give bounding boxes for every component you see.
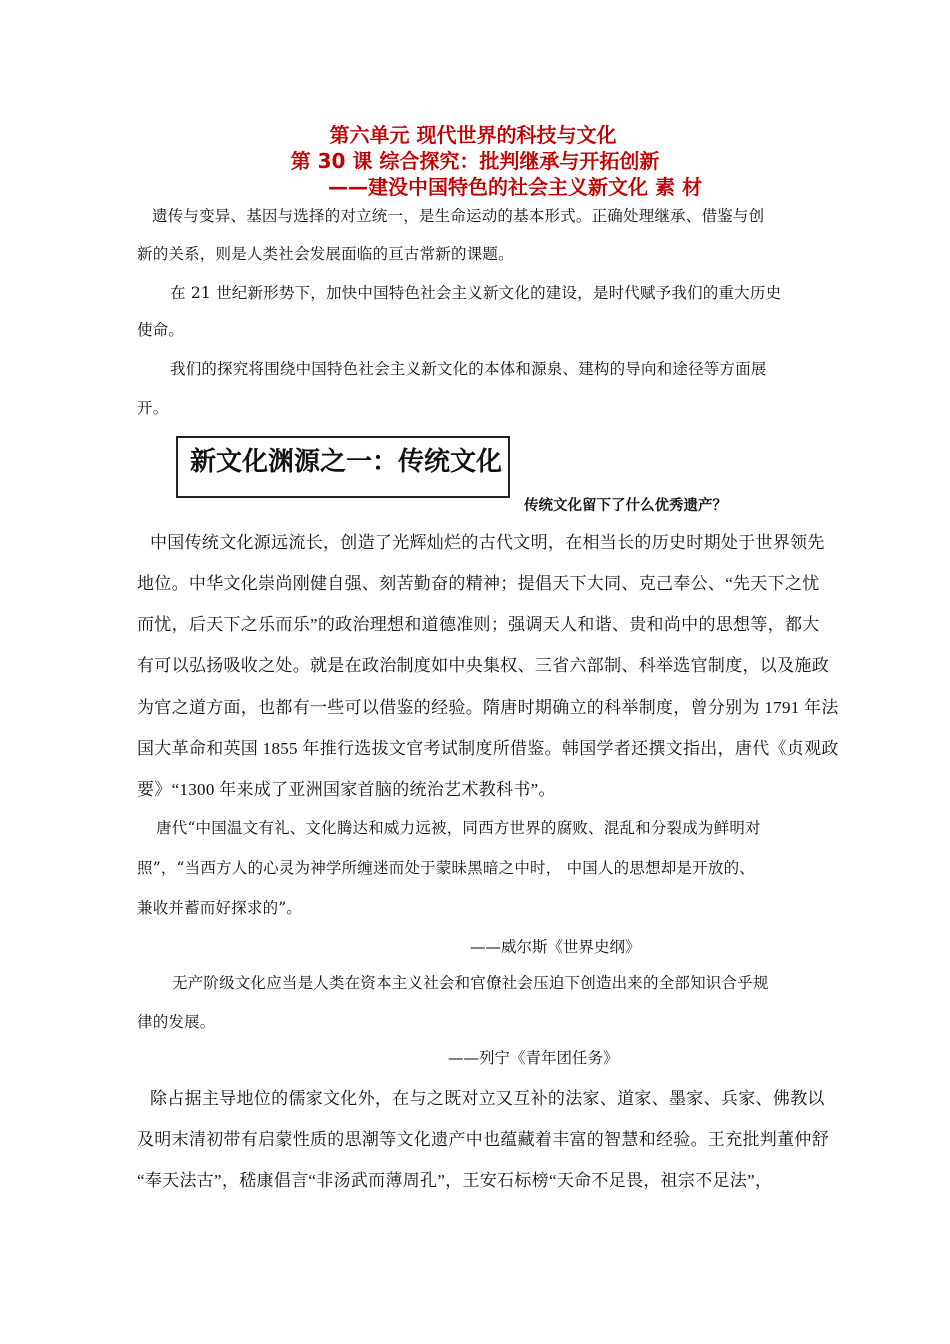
paragraph-line: 中国传统文化源远流长，创造了光辉灿烂的古代文明，在相当长的历史时期处于世界领先 xyxy=(150,533,825,552)
lesson-subtitle: ——建没中国特色的社会主义新文化 素 材 xyxy=(328,175,702,199)
quote-line: 照”，“当西方人的心灵为神学所缠迷而处于蒙昧黑暗之中时， 中国人的思想却是开放的、 xyxy=(137,859,755,877)
quote-source: ——威尔斯《世界史纲》 xyxy=(470,938,641,956)
quote-line: 律的发展。 xyxy=(137,1013,216,1031)
lesson-title: 第 30 课 综合探究：批判继承与开拓创新 xyxy=(290,149,660,173)
intro-line: 在 21 世纪新形势下，加快中国特色社会主义新文化的建设，是时代赋予我们的重大历史 xyxy=(170,284,782,302)
intro-line: 使命。 xyxy=(137,321,185,339)
paragraph-line: “奉天法古”，嵇康倡言“非汤武而薄周孔”，王安石标榜“天命不足畏，祖宗不足法”， xyxy=(137,1171,773,1190)
paragraph-line: 地位。中华文化崇尚刚健自强、刻苦勤奋的精神；提倡天下大同、克己奉公、“先天下之忧 xyxy=(137,574,820,593)
quote-line: 兼收并蓄而好探求的”。 xyxy=(137,899,303,917)
section-question: 传统文化留下了什么优秀遗产？ xyxy=(524,497,727,514)
section-heading-box xyxy=(176,436,510,498)
intro-line: 新的关系，则是人类社会发展面临的亘古常新的课题。 xyxy=(137,245,514,263)
paragraph-line: 要》“1300 年来成了亚洲国家首脑的统治艺术教科书”。 xyxy=(137,780,556,799)
quote-line: 唐代“中国温文有礼、文化腾达和威力远被，同西方世界的腐败、混乱和分裂成为鲜明对 xyxy=(156,819,761,837)
quote-source: ——列宁《青年团任务》 xyxy=(448,1049,619,1067)
section-heading: 新文化渊源之一：传统文化 xyxy=(190,447,503,477)
paragraph-line: 有可以弘扬吸收之处。就是在政治制度如中央集权、三省六部制、科举选官制度，以及施政 xyxy=(137,656,829,675)
paragraph-line: 及明末清初带有启蒙性质的思潮等文化遗产中也蕴藏着丰富的智慧和经验。王充批判董仲舒 xyxy=(137,1130,829,1149)
paragraph-line: 国大革命和英国 1855 年推行选拔文官考试制度所借鉴。韩国学者还撰文指出，唐代《贞观政 xyxy=(137,739,839,758)
paragraph-line: 而忧，后天下之乐而乐”的政治理想和道德准则；强调天人和谐、贵和尚中的思想等，都大 xyxy=(137,615,820,634)
paragraph-line: 为官之道方面，也都有一些可以借鉴的经验。隋唐时期确立的科举制度，曾分别为 1791 年法 xyxy=(137,698,839,717)
unit-title: 第六单元 现代世界的科技与文化 xyxy=(329,123,617,147)
intro-line: 开。 xyxy=(137,399,169,417)
intro-line: 我们的探究将围绕中国特色社会主义新文化的本体和源泉、建构的导向和途径等方面展 xyxy=(170,360,767,378)
quote-line: 无产阶级文化应当是人类在资本主义社会和官僚社会压迫下创造出来的全部知识合乎规 xyxy=(172,974,769,992)
intro-line: 遗传与变异、基因与选择的对立统一，是生命运动的基本形式。正确处理继承、借鉴与创 xyxy=(152,207,765,225)
paragraph-line: 除占据主导地位的儒家文化外，在与之既对立又互补的法家、道家、墨家、兵家、佛教以 xyxy=(150,1089,825,1108)
